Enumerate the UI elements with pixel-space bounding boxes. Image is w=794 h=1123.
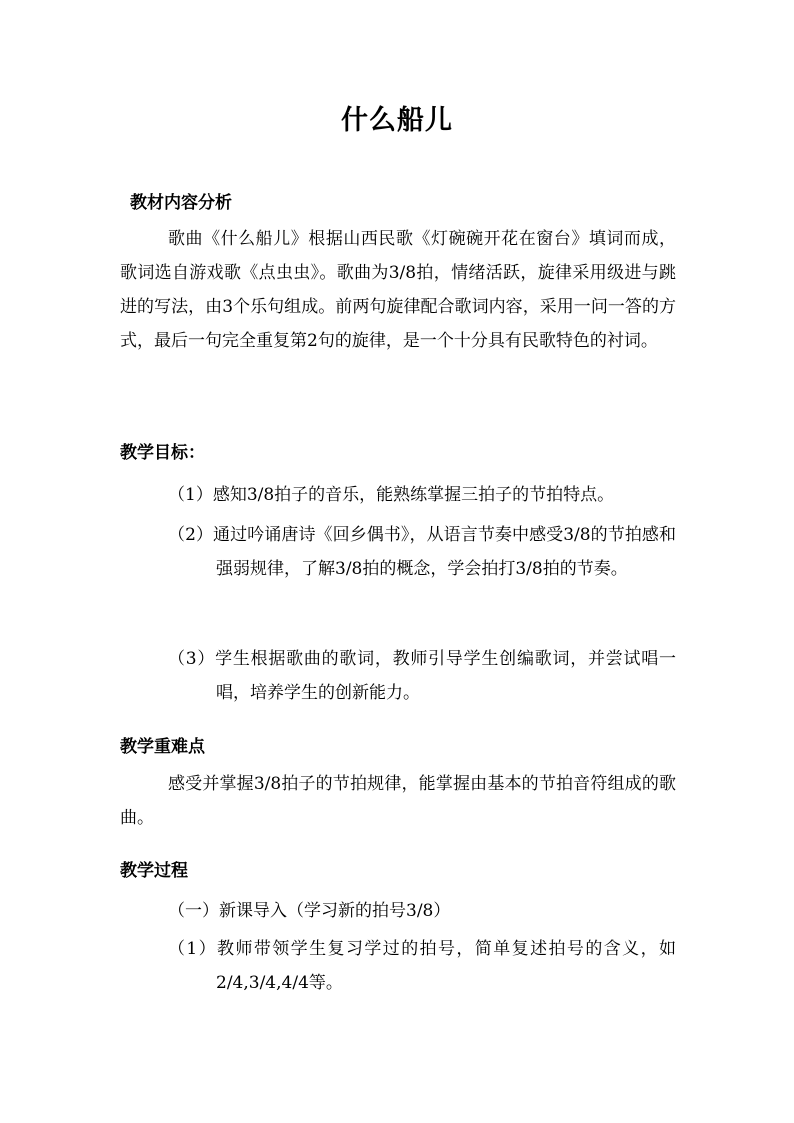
process-subheading: （一）新课导入（学习新的拍号3/8） [168,901,451,921]
heading-process: 教学过程 [120,861,188,881]
process-item-1: （1）教师带领学生复习学过的拍号，简单复述拍号的含义，如2/4,3/4,4/4等。 [168,939,676,993]
paragraph-analysis: 歌曲《什么船儿》根据山西民歌《灯碗碗开花在窗台》填词而成，歌词选自游戏歌《点虫虫》。歌曲为3/8拍，情绪活跃，旋律采用级进与跳进的写法，由3个乐句组成。前两句旋律配合歌词内容，采用一问一答的方式，最后一句完全重复第2句的旋律，是一个十分具有民歌特色的衬词。 [120,229,676,351]
heading-keypoints: 教学重难点 [120,737,205,757]
goal-item-2: （2）通过吟诵唐诗《回乡偶书》，从语言节奏中感受3/8的节拍感和强弱规律，了解3/8拍的概念，学会拍打3/8拍的节奏。 [168,525,676,579]
goal-item-1: （1）感知3/8拍子的音乐，能熟练掌握三拍子的节拍特点。 [168,485,615,505]
document-title: 什么船儿 [341,105,453,136]
heading-analysis: 教材内容分析 [130,193,232,213]
paragraph-keypoints: 感受并掌握3/8拍子的节拍规律，能掌握由基本的节拍音符组成的歌曲。 [120,774,676,828]
goal-item-3: （3）学生根据歌曲的歌词，教师引导学生创编歌词，并尝试唱一唱，培养学生的创新能力。 [168,649,676,703]
heading-goals: 教学目标： [120,443,205,463]
